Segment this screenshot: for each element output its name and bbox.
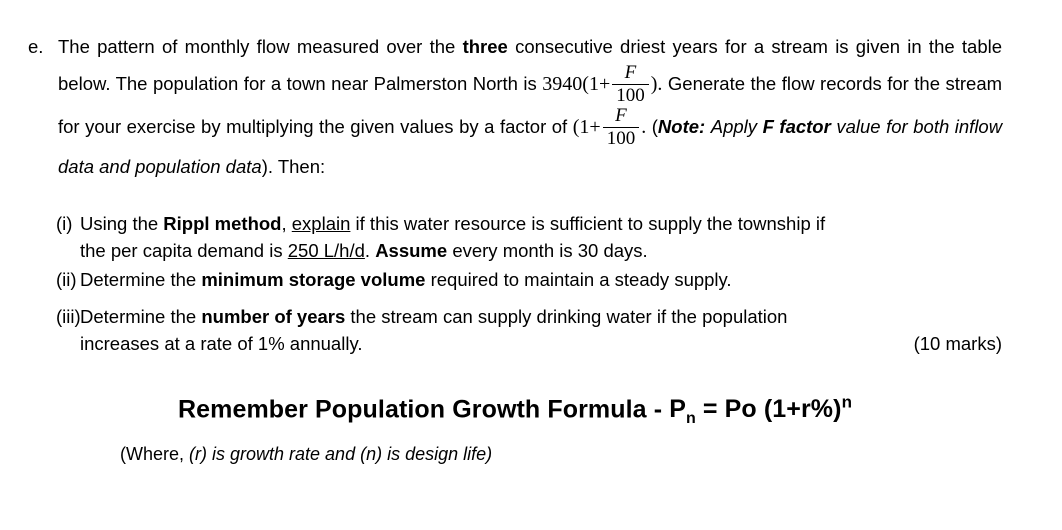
f-over-100-fraction-1 — [612, 63, 649, 106]
formula-exponent: n — [841, 392, 853, 412]
subquestion-text — [80, 303, 1002, 357]
sub-iii-bold-years: number of years — [201, 305, 346, 327]
sub-iii-text-c: the stream can supply drinking water if the population — [350, 305, 788, 327]
question-paragraph — [58, 30, 1002, 184]
note-apply: Apply — [710, 115, 758, 137]
formula-pn-subscript: n — [685, 410, 696, 428]
population-close-paren: ). — [650, 73, 663, 96]
note-label: Note: — [657, 115, 706, 137]
sub-i-line2-a: the per capita demand is — [80, 239, 283, 261]
f-over-100-fraction-2 — [603, 106, 640, 149]
fraction-denominator: 100 — [606, 127, 636, 149]
sub-i-underline-demand: 250 L/h/d — [287, 239, 365, 261]
fraction-denominator: 100 — [616, 84, 645, 106]
population-coefficient: 3940 — [542, 73, 583, 96]
formula-body: = Po (1+r%) — [702, 395, 842, 424]
note-f-factor: F factor — [762, 115, 831, 137]
question-text-part3: Generate the flow records for the stream for your exercise by multiplying the given values by a factor of — [58, 73, 1003, 137]
question-bold-three: three — [462, 36, 508, 57]
factor-open-paren: (1+ — [572, 115, 601, 138]
sub-i-underline-explain: explain — [291, 212, 351, 234]
sub-iii-line2 — [80, 330, 1002, 357]
formula-pn: P — [669, 395, 686, 424]
where-r: (r) — [189, 444, 207, 465]
subquestion-marker: (iii) — [56, 305, 81, 327]
sub-i-line2-c: every month is 30 days. — [452, 239, 648, 261]
formula-label: Remember Population Growth Formula - — [177, 395, 663, 424]
where-mid2: is design life) — [382, 444, 493, 465]
subquestion-list — [28, 210, 1002, 357]
factor-expression — [572, 104, 647, 149]
subquestion-marker: (ii) — [56, 268, 77, 290]
population-growth-formula — [28, 393, 1002, 428]
sub-i-bold-method: Rippl method — [163, 212, 282, 234]
sub-ii-text-a: Determine the — [80, 268, 197, 290]
sub-iii-line2-a: increases at a rate of 1% annually. — [80, 332, 363, 354]
population-open-paren: (1+ — [582, 73, 611, 96]
marks-label: (10 marks) — [913, 332, 1002, 354]
sub-ii-bold-storage: minimum storage volume — [201, 268, 426, 290]
sub-i-line2 — [80, 237, 1002, 264]
sub-i-text-c: if this water resource is sufficient to supply the township if — [355, 212, 826, 234]
note-rest: value for both inflow data and population data — [58, 115, 1003, 177]
question-body — [58, 30, 1002, 184]
formula-expression — [669, 392, 853, 428]
question-marker: e. — [28, 36, 44, 57]
where-n: (n) — [360, 444, 383, 465]
subquestion-ii — [28, 266, 1002, 293]
where-open: (Where, — [120, 444, 190, 465]
fraction-numerator: F — [615, 104, 627, 126]
factor-close-paren: . — [641, 115, 647, 138]
sub-ii-text-c: required to maintain a steady supply. — [430, 268, 732, 290]
subquestion-iii — [28, 303, 1002, 357]
sub-i-text-a: Using the — [80, 212, 159, 234]
subquestion-text — [80, 210, 1002, 264]
sub-iii-text-a: Determine the — [80, 305, 197, 327]
subquestion-text — [80, 266, 1002, 293]
note-close: ). — [261, 155, 273, 177]
fraction-numerator: F — [624, 62, 637, 83]
sub-i-period: . — [364, 239, 371, 261]
question-text-part2: consecutive driest years for a stream is given in the table below. The population for a town near Palmerston North is — [58, 36, 1003, 95]
where-mid1: is growth rate and — [207, 444, 361, 465]
note-open: (Note: — [651, 115, 706, 137]
population-expression — [542, 62, 663, 106]
question-text-part1: The pattern of monthly flow measured over the — [58, 36, 456, 57]
sub-i-comma: , — [281, 212, 287, 234]
formula-where-note — [28, 444, 1002, 465]
subquestion-marker: (i) — [56, 212, 73, 234]
question-then: Then: — [277, 155, 326, 177]
sub-i-bold-assume: Assume — [375, 239, 448, 261]
subquestion-i — [28, 210, 1002, 264]
question-e — [28, 30, 1002, 184]
